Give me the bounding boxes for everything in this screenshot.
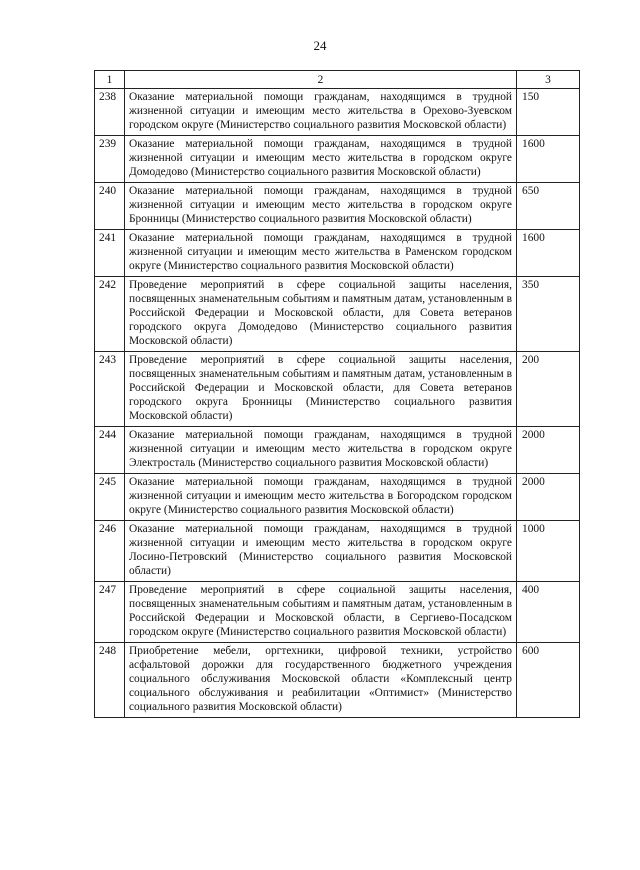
row-number-cell: 246 xyxy=(95,521,125,582)
row-number-cell: 248 xyxy=(95,643,125,718)
row-number-cell: 238 xyxy=(95,89,125,136)
row-description-cell: Оказание материальной помощи гражданам, находящимся в трудной жизненной ситуации и имеющим место жительства в городском округе Домодедово (Министерство социального развития Московской области) xyxy=(125,136,517,183)
row-description-cell: Оказание материальной помощи гражданам, находящимся в трудной жизненной ситуации и имеющим место жительства в Богородском городском округе (Министерство социального развития Московской области) xyxy=(125,474,517,521)
row-description-cell: Проведение мероприятий в сфере социальной защиты населения, посвященных знаменательным событиям и памятным датам, установленным в Российской Федерации и Московской области, для Совета ветеранов городского округа Домодедово (Министерство социального развития Московской области) xyxy=(125,277,517,352)
row-description-cell: Оказание материальной помощи гражданам, находящимся в трудной жизненной ситуации и имеющим место жительства в городском округе Электросталь (Министерство социального развития Московской области) xyxy=(125,427,517,474)
row-description-cell: Проведение мероприятий в сфере социальной защиты населения, посвященных знаменательным событиям и памятным датам, установленным в Российской Федерации и Московской области, в Сергиево-Посадском городском округе (Министерство социального развития Московской области) xyxy=(125,582,517,643)
allocation-table xyxy=(94,70,580,718)
row-amount-cell: 650 xyxy=(517,183,580,230)
table-row xyxy=(95,89,580,136)
row-description-cell: Оказание материальной помощи гражданам, находящимся в трудной жизненной ситуации и имеющим место жительства в городском округе Лосино-Петровский (Министерство социального развития Московской области) xyxy=(125,521,517,582)
row-amount-cell: 1000 xyxy=(517,521,580,582)
row-amount-cell: 350 xyxy=(517,277,580,352)
row-amount-cell: 200 xyxy=(517,352,580,427)
row-number-cell: 247 xyxy=(95,582,125,643)
row-number-cell: 244 xyxy=(95,427,125,474)
table-row xyxy=(95,427,580,474)
row-amount-cell: 1600 xyxy=(517,136,580,183)
table-row xyxy=(95,521,580,582)
row-description-cell: Оказание материальной помощи гражданам, находящимся в трудной жизненной ситуации и имеющим место жительства в городском округе Бронницы (Министерство социального развития Московской области) xyxy=(125,183,517,230)
table-row xyxy=(95,643,580,718)
table-row xyxy=(95,277,580,352)
row-description-cell: Приобретение мебели, оргтехники, цифровой техники, устройство асфальтовой дорожки для государственного бюджетного учреждения социального обслуживания Московской области «Комплексный центр социального обслуживания и реабилитации «Оптимист» (Министерство социального развития Московской области) xyxy=(125,643,517,718)
row-amount-cell: 2000 xyxy=(517,427,580,474)
row-amount-cell: 400 xyxy=(517,582,580,643)
column-header-description: 2 xyxy=(125,71,517,89)
page-number: 24 xyxy=(313,38,327,53)
row-amount-cell: 2000 xyxy=(517,474,580,521)
table-row xyxy=(95,230,580,277)
table-row xyxy=(95,582,580,643)
row-number-cell: 242 xyxy=(95,277,125,352)
table-row xyxy=(95,136,580,183)
column-header-amount: 3 xyxy=(517,71,580,89)
row-description-cell: Оказание материальной помощи гражданам, находящимся в трудной жизненной ситуации и имеющим место жительства в Раменском городском округе (Министерство социального развития Московской области) xyxy=(125,230,517,277)
table-row xyxy=(95,183,580,230)
row-amount-cell: 600 xyxy=(517,643,580,718)
row-number-cell: 241 xyxy=(95,230,125,277)
row-number-cell: 243 xyxy=(95,352,125,427)
column-header-number: 1 xyxy=(95,71,125,89)
row-amount-cell: 1600 xyxy=(517,230,580,277)
row-description-cell: Оказание материальной помощи гражданам, находящимся в трудной жизненной ситуации и имеющим место жительства в Орехово-Зуевском городском округе (Министерство социального развития Московской области) xyxy=(125,89,517,136)
row-number-cell: 245 xyxy=(95,474,125,521)
table-row xyxy=(95,474,580,521)
row-description-cell: Проведение мероприятий в сфере социальной защиты населения, посвященных знаменательным событиям и памятным датам, установленным в Российской Федерации и Московской области, для Совета ветеранов городского округа Бронницы (Министерство социального развития Московской области) xyxy=(125,352,517,427)
row-number-cell: 239 xyxy=(95,136,125,183)
table-header-row xyxy=(95,71,580,89)
row-number-cell: 240 xyxy=(95,183,125,230)
table-row xyxy=(95,352,580,427)
row-amount-cell: 150 xyxy=(517,89,580,136)
